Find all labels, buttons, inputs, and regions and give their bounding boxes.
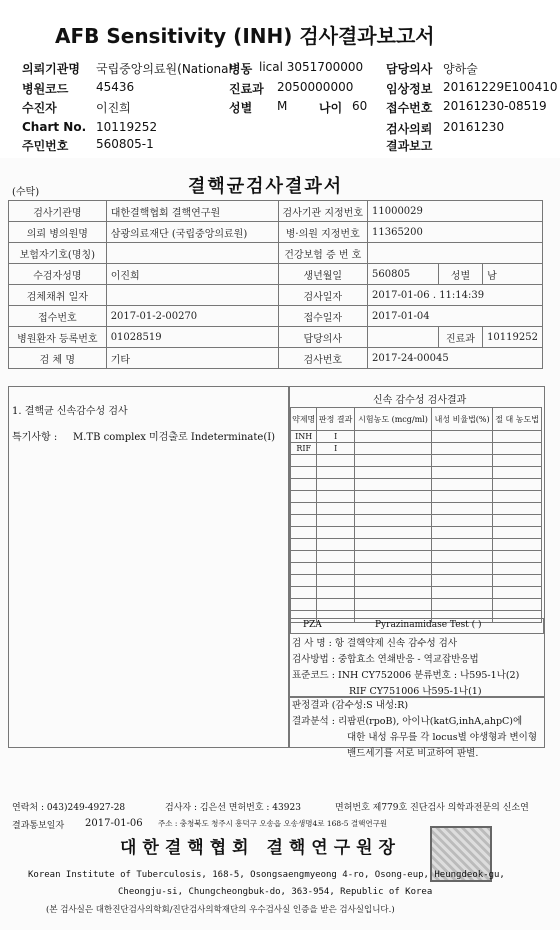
info-value: 11000029 [368,201,543,222]
info-value: 2017-01-2-00270 [106,306,278,327]
sens-cell [354,479,431,491]
sex-value: M [277,99,288,113]
sens-cell [291,527,317,539]
english-address-1: Korean Institute of Tuberculosis, 168-5, Osongsaengmyeong 4-ro, Osong-eup, Heungdeok-gu, [28,870,505,880]
sens-cell: I [317,431,355,443]
sens-cell [317,563,355,575]
sens-cell [432,563,493,575]
info-row [9,243,543,264]
sens-cell [291,467,317,479]
info-row [9,285,543,306]
clin-label: 임상정보 [386,82,433,96]
info-value: 560805 [368,264,439,285]
dept-value: 2050000000 [277,80,354,94]
sens-cell [493,503,542,515]
sens-row [291,431,542,443]
sens-header-row [291,408,542,431]
sens-row [291,599,542,611]
info-value: 01028519 [106,327,278,348]
sens-cell [354,587,431,599]
receipt-tag: (수탁) [12,187,40,198]
sens-cell [354,431,431,443]
sens-cell [291,551,317,563]
organization-name: 대한결핵협회 결핵연구원장 [120,838,401,858]
method-line: 표준코드 : INH CY752006 분류번호 : 나595-1나(2) [292,670,520,681]
sens-cell [432,479,493,491]
info-value: 11365200 [368,222,543,243]
sens-cell [291,455,317,467]
footer-note: (본 검사실은 대한진단검사의학회/진단검사의학재단의 우수검사실 인증을 받은 검사실입니다.) [46,905,395,915]
analysis-line: 결과분석 : 리팜핀(rpoB), 아이나(katG,inhA,ahpC)에 [292,716,523,727]
license: 면허번호 제779호 진단검사 의학과전문의 신소연 [335,803,529,813]
sens-header-cell: 판정 결과 [317,408,355,431]
method-line: 검사방법 : 중합효소 연쇄반응 - 역교잡반응법 [292,654,479,665]
info-label: 검사기관 지정번호 [278,201,367,222]
sens-row [291,527,542,539]
info-value [106,285,278,306]
info-label: 검체채취 일자 [9,285,107,306]
sens-cell [432,539,493,551]
sens-cell [317,455,355,467]
sens-cell [354,467,431,479]
test-name: 1. 결핵균 신속감수성 검사 [12,406,128,417]
sens-cell [291,515,317,527]
sens-cell [493,479,542,491]
sens-cell [317,539,355,551]
sens-cell [317,599,355,611]
sens-cell [317,575,355,587]
sens-cell [432,455,493,467]
info-value [106,243,278,264]
hosp-label: 병원코드 [22,82,69,96]
info-row [9,327,543,348]
special-label: 특기사항 : [12,432,58,443]
sens-row [291,503,542,515]
sens-row [291,455,542,467]
sens-cell [317,467,355,479]
dept-label: 진료과 [229,82,264,96]
special-value: M.TB complex 미검출로 Indeterminate(I) [73,432,276,443]
info-value: 2017-01-04 [368,306,543,327]
chart-value: 10119252 [96,120,158,134]
info-value [368,243,543,264]
sens-cell [493,575,542,587]
info-value: 남 [483,264,543,285]
info-table [8,200,543,369]
sens-cell [354,503,431,515]
sens-cell [354,551,431,563]
doctor-label: 담당의사 [386,62,433,76]
rrn-value: 560805-1 [96,137,154,151]
sens-cell [493,599,542,611]
sens-cell [432,575,493,587]
info-label: 검 체 명 [9,348,107,369]
sens-cell [291,503,317,515]
info-label: 접수일자 [278,306,367,327]
english-address-2: Cheongju-si, Chungcheongbuk-do, 363-954, Republic of Korea [118,887,433,897]
sens-cell: RIF [291,443,317,455]
sens-cell [317,491,355,503]
age-value: 60 [352,99,368,113]
ward-value: lical 3051700000 [259,60,364,74]
info-value [368,327,439,348]
info-label: 진료과 [438,327,482,348]
sens-cell [493,455,542,467]
info-row [9,222,543,243]
sens-cell [432,587,493,599]
sens-row [291,587,542,599]
sens-cell [432,515,493,527]
doctor-value: 양하술 [443,62,478,76]
sens-cell [493,527,542,539]
judgement-text: 판정결과 (감수성:S 내성:R) [292,700,409,711]
report-label: 결과보고 [386,139,433,153]
sens-cell [354,515,431,527]
sens-cell [317,551,355,563]
method-line: RIF CY751006 나595-1나(1) [349,686,482,697]
info-row [9,348,543,369]
info-row [9,264,543,285]
method-block [292,636,519,700]
analysis-line: 대한 내성 유무를 각 locus별 야생형과 변이형 [347,732,538,743]
info-value: 기타 [106,348,278,369]
sens-cell [493,467,542,479]
sens-header-cell: 약제명 [291,408,317,431]
sens-cell [354,527,431,539]
sens-cell [493,539,542,551]
info-label: 접수번호 [9,306,107,327]
clin-value: 20161229E100410 [443,80,558,94]
sens-header-cell: 내성 비율법(%) [432,408,493,431]
examiner: 검사자 : 김은선 면허번호 : 43923 [165,803,301,813]
info-value: 2017-24-00045 [368,348,543,369]
recv-value: 이진희 [96,101,131,115]
sens-cell [432,467,493,479]
address: 주소 : 충청북도 청주시 흥덕구 오송읍 오송생명4로 168-5 결핵연구원 [158,819,388,828]
sens-cell [493,491,542,503]
sens-header-cell: 시험농도 (mcg/ml) [354,408,431,431]
info-label: 검사번호 [278,348,367,369]
sens-cell [354,455,431,467]
ward-label: 병동 [229,62,253,76]
sens-cell [354,539,431,551]
recv-label: 수진자 [22,101,57,115]
sex-label: 성별 [229,101,253,115]
sens-cell [291,539,317,551]
sens-cell [354,443,431,455]
pza-label: PZA [303,620,322,630]
info-label: 병·의원 지정번호 [278,222,367,243]
method-line: 검 사 명 : 항 결핵약제 신속 감수성 검사 [292,638,458,649]
sens-row [291,539,542,551]
sens-cell [493,443,542,455]
sens-row [291,563,542,575]
sens-header-cell: 절 대 농도법 [493,408,542,431]
sens-cell [493,431,542,443]
info-label: 검사일자 [278,285,367,306]
sens-cell [317,479,355,491]
info-value: 이진희 [106,264,278,285]
report-date-label: 결과통보일자 [12,821,65,831]
info-label: 보험자기호(명칭) [9,243,107,264]
info-value: 대한결핵협회 결핵연구원 [106,201,278,222]
sens-cell [493,551,542,563]
req-label: 검사의뢰 [386,122,433,136]
sens-cell [432,551,493,563]
sens-row [291,551,542,563]
contact: 연락처 : 043)249-4927-28 [12,803,126,813]
sheet-title: 결핵균검사결과서 [188,176,344,197]
sens-cell [317,527,355,539]
sens-cell [317,503,355,515]
info-row [9,201,543,222]
info-row [9,306,543,327]
info-label: 건강보험 증 번 호 [278,243,367,264]
info-label: 의뢰 병의원명 [9,222,107,243]
info-label: 생년월일 [278,264,367,285]
analysis-block [292,698,537,762]
inst-value: 국립중앙의료원(National [96,62,232,76]
info-label: 검사기관명 [9,201,107,222]
info-label: 담당의사 [278,327,367,348]
sens-cell [291,479,317,491]
sens-cell [354,563,431,575]
inst-label: 의뢰기관명 [22,62,80,76]
sens-cell: INH [291,431,317,443]
sens-cell [291,587,317,599]
sens-cell [317,587,355,599]
info-value: 10119252 [483,327,543,348]
info-label: 병원환자 등록번호 [9,327,107,348]
sens-cell [291,563,317,575]
sens-row [291,575,542,587]
info-value: 삼광의료재단 (국립중앙의료원) [106,222,278,243]
sens-cell [432,443,493,455]
sens-cell [354,599,431,611]
sens-cell [432,503,493,515]
report-date: 2017-01-06 [85,818,143,829]
acc-label: 접수번호 [386,101,433,115]
sens-title: 신속 감수성 검사결과 [373,395,467,406]
req-value: 20161230 [443,120,505,134]
sens-cell [432,527,493,539]
sens-cell: I [317,443,355,455]
analysis-line: 밴드세기를 서로 비교하여 판별. [347,748,479,759]
chart-label: Chart No. [22,120,87,134]
sens-row [291,443,542,455]
sens-cell [493,515,542,527]
sens-cell [432,491,493,503]
sens-cell [291,491,317,503]
rrn-label: 주민번호 [22,139,69,153]
sens-cell [432,599,493,611]
hosp-value: 45436 [96,80,135,94]
sens-cell [432,431,493,443]
info-label: 수검자성명 [9,264,107,285]
sens-cell [291,599,317,611]
sens-cell [354,575,431,587]
sens-row [291,479,542,491]
sens-cell [291,575,317,587]
sens-cell [317,515,355,527]
acc-value: 20161230-08519 [443,99,547,113]
pza-text: Pyrazinamidase Test ( ) [375,620,482,630]
info-value: 2017-01-06 . 11:14:39 [368,285,543,306]
sens-row [291,491,542,503]
sens-row [291,467,542,479]
sens-cell [354,491,431,503]
sensitivity-table [290,407,542,623]
report-title: AFB Sensitivity (INH) 검사결과보고서 [55,24,435,48]
sens-cell [493,587,542,599]
sens-row [291,515,542,527]
sens-cell [493,563,542,575]
age-label: 나이 [319,101,343,115]
info-label: 성별 [438,264,482,285]
